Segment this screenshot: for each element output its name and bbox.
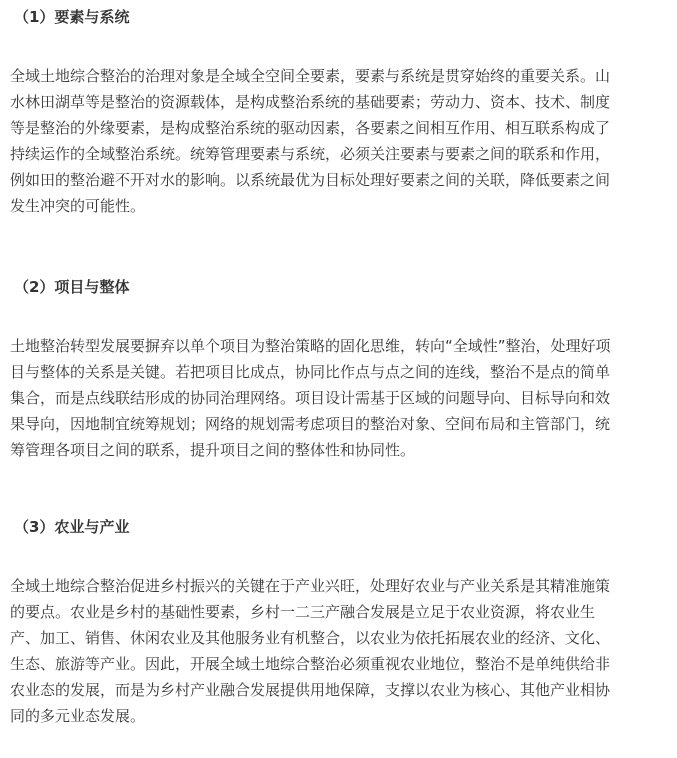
section-paragraph-project-whole xyxy=(10,333,671,463)
paragraph-line: 持续运作的全域整治系统。统筹管理要素与系统，必须关注要素与要素之间的联系和作用， xyxy=(10,145,611,163)
paragraph-line: 果导向，因地制宜统筹规划；网络的规划需考虑项目的整治对象、空间布局和主管部门，统 xyxy=(10,415,611,433)
section-paragraph-agriculture-industry xyxy=(10,573,671,729)
paragraph-line: 农业态的发展，而是为乡村产业融合发展提供用地保障，支撑以农业为核心、其他产业相协 xyxy=(10,681,611,699)
paragraph-line: 发生冲突的可能性。 xyxy=(10,197,146,215)
paragraph-line: 等是整治的外缘要素，是构成整治系统的驱动因素，各要素之间相互作用、相互联系构成了 xyxy=(10,119,611,137)
paragraph-line: 筹管理各项目之间的联系，提升项目之间的整体性和协同性。 xyxy=(10,441,416,459)
paragraph-line: 全域土地综合整治的治理对象是全域全空间全要素，要素与系统是贯穿始终的重要关系。山 xyxy=(10,67,611,85)
paragraph-line: 集合，而是点线联结形成的协同治理网络。项目设计需基于区域的问题导向、目标导向和效 xyxy=(10,389,611,407)
paragraph-line: 生态、旅游等产业。因此，开展全域土地综合整治必须重视农业地位，整治不是单纯供给非 xyxy=(10,655,611,673)
paragraph-line: 例如田的整治避不开对水的影响。以系统最优为目标处理好要素之间的关联，降低要素之间 xyxy=(10,171,611,189)
paragraph-line: 同的多元业态发展。 xyxy=(10,707,146,725)
paragraph-line: 全域土地综合整治促进乡村振兴的关键在于产业兴旺，处理好农业与产业关系是其精准施策 xyxy=(10,577,611,595)
paragraph-line: 目与整体的关系是关键。若把项目比成点，协同比作点与点之间的连线，整治不是点的简单 xyxy=(10,363,611,381)
section-heading-agriculture-industry: （3）农业与产业 xyxy=(14,518,130,536)
section-heading-elements-system: （1）要素与系统 xyxy=(14,8,130,26)
paragraph-line: 产、加工、销售、休闲农业及其他服务业有机整合，以农业为依托拓展农业的经济、文化、 xyxy=(10,629,611,647)
section-heading-project-whole: （2）项目与整体 xyxy=(14,278,130,296)
paragraph-line: 的要点。农业是乡村的基础性要素，乡村一二三产融合发展是立足于农业资源，将农业生 xyxy=(10,603,596,621)
section-paragraph-elements-system xyxy=(10,63,671,219)
paragraph-line: 水林田湖草等是整治的资源载体，是构成整治系统的基础要素；劳动力、资本、技术、制度 xyxy=(10,93,611,111)
paragraph-line: 土地整治转型发展要摒弃以单个项目为整治策略的固化思维，转向“全域性”整治，处理好项 xyxy=(10,337,611,355)
